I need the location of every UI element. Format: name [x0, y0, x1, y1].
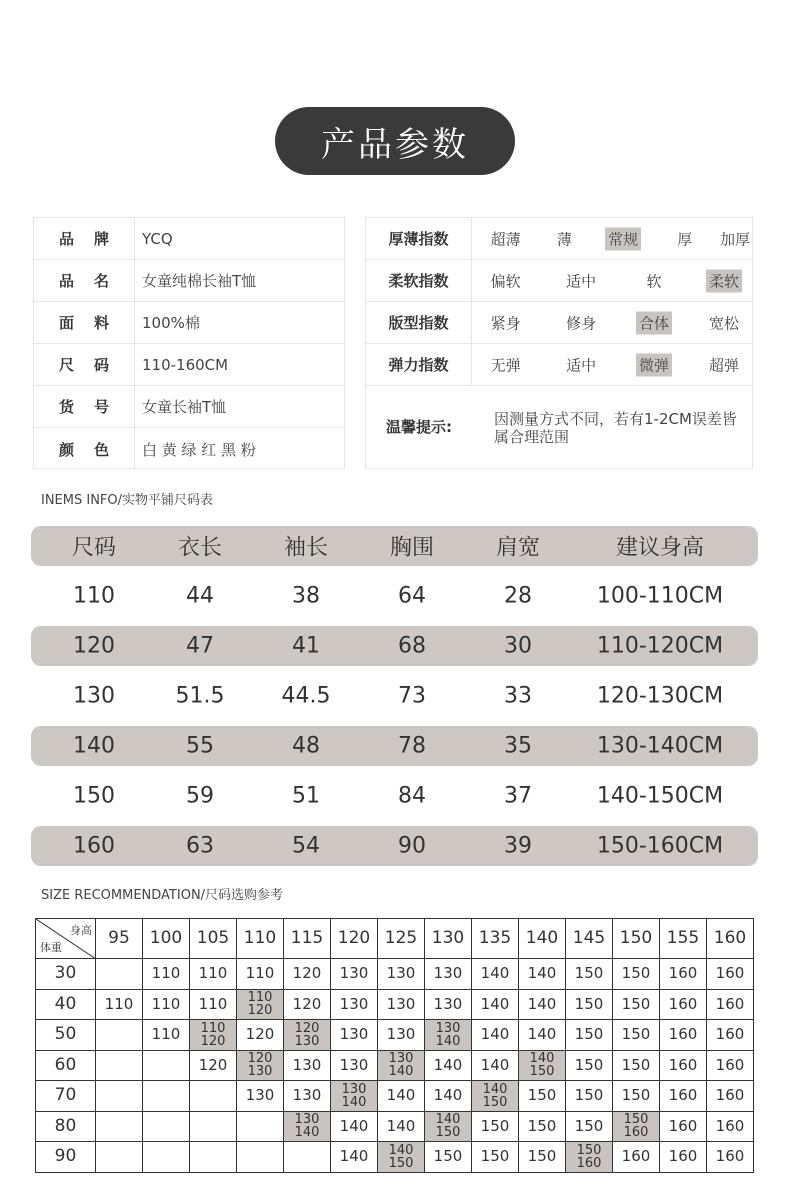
- size-range-value: 130: [294, 1033, 320, 1049]
- size-row: [31, 676, 758, 716]
- size-row: [31, 626, 758, 666]
- recommended-size-cell: 120: [284, 989, 331, 1020]
- recommendation-header-row: [36, 919, 754, 959]
- size-range-value: 120: [247, 1051, 273, 1067]
- size-row: [31, 726, 758, 766]
- index-options: [472, 260, 752, 301]
- recommendation-row: [36, 989, 754, 1020]
- size-cell: 41: [292, 633, 320, 659]
- corner-height-label: 身高: [70, 924, 92, 937]
- recommended-size-range-cell: [472, 1081, 519, 1112]
- index-row: [366, 302, 752, 344]
- recommended-size-cell: 140: [425, 1050, 472, 1081]
- size-cell: 150-160CM: [596, 833, 724, 859]
- recommended-size-cell: 130: [331, 959, 378, 990]
- size-cell: 55: [186, 733, 214, 759]
- recommended-size-cell: [237, 1142, 284, 1173]
- size-range-value: 130: [435, 1020, 461, 1036]
- height-header-cell: 135: [472, 919, 519, 959]
- weight-cell: 50: [36, 1020, 96, 1051]
- size-cell: 63: [186, 833, 214, 859]
- size-cell: 84: [398, 783, 426, 809]
- index-option: 超弹: [708, 356, 740, 374]
- recommended-size-range-cell: [425, 1020, 472, 1051]
- recommended-size-cell: [143, 1111, 190, 1142]
- recommended-size-range-cell: [331, 1081, 378, 1112]
- recommended-size-cell: [190, 1081, 237, 1112]
- weight-cell: 60: [36, 1050, 96, 1081]
- recommended-size-cell: [190, 1111, 237, 1142]
- tip-text: 因测量方式不同，若有1-2CM误差皆属合理范围: [494, 410, 737, 446]
- recommended-size-cell: 140: [331, 1111, 378, 1142]
- recommended-size-range-cell: [378, 1050, 425, 1081]
- size-cell: 建议身高: [615, 535, 705, 561]
- recommended-size-cell: 130: [378, 959, 425, 990]
- index-option: 加厚: [720, 230, 751, 248]
- recommended-size-cell: [237, 1111, 284, 1142]
- size-cell: 48: [292, 733, 320, 759]
- recommended-size-cell: [96, 1111, 143, 1142]
- recommendation-row: [36, 1081, 754, 1112]
- recommended-size-cell: 140: [425, 1081, 472, 1112]
- info-row-color: [34, 428, 344, 470]
- size-range-value: 130: [341, 1081, 367, 1097]
- recommended-size-cell: 160: [707, 1020, 754, 1051]
- info-row-fabric: [34, 302, 344, 344]
- size-cell: 73: [398, 683, 426, 709]
- index-option: 厚: [677, 230, 693, 248]
- recommended-size-range-cell: [237, 989, 284, 1020]
- tip-row: [366, 386, 752, 446]
- recommended-size-cell: 160: [707, 1081, 754, 1112]
- recommended-size-cell: 150: [425, 1142, 472, 1173]
- size-range-value: 130: [388, 1051, 414, 1067]
- recommended-size-cell: 150: [566, 1050, 613, 1081]
- height-header-cell: 145: [566, 919, 613, 959]
- index-option: 适中: [566, 356, 597, 374]
- size-cell: 130: [73, 683, 115, 709]
- size-cell: 38: [292, 583, 320, 609]
- recommendation-table: [35, 918, 754, 1173]
- index-options: [472, 218, 752, 259]
- recommended-size-cell: 150: [613, 989, 660, 1020]
- index-row: [366, 260, 752, 302]
- size-range-value: 140: [435, 1112, 461, 1128]
- height-header-cell: 95: [96, 919, 143, 959]
- recommended-size-cell: 160: [707, 989, 754, 1020]
- size-range-value: 140: [388, 1142, 414, 1158]
- recommended-size-cell: 130: [331, 989, 378, 1020]
- size-cell: 130-140CM: [596, 733, 724, 759]
- recommended-size-cell: [143, 1142, 190, 1173]
- recommended-size-cell: 120: [237, 1020, 284, 1051]
- recommended-size-cell: 160: [707, 1111, 754, 1142]
- size-range-value: 150: [529, 1064, 555, 1080]
- recommended-size-cell: [96, 1081, 143, 1112]
- size-cell: 30: [504, 633, 532, 659]
- size-range-value: 140: [435, 1033, 461, 1049]
- recommended-size-cell: 140: [472, 1020, 519, 1051]
- index-option: 紧身: [490, 314, 521, 332]
- size-range-value: 150: [576, 1142, 602, 1158]
- recommended-size-cell: 150: [472, 1142, 519, 1173]
- recommended-size-cell: 150: [566, 1111, 613, 1142]
- recommended-size-cell: 130: [331, 1050, 378, 1081]
- size-range-value: 130: [247, 1064, 273, 1080]
- recommended-size-range-cell: [284, 1020, 331, 1051]
- recommended-size-cell: 130: [378, 989, 425, 1020]
- tip-label: 温馨提示:: [386, 418, 452, 436]
- weight-cell: 30: [36, 959, 96, 990]
- info-label: 面料: [34, 302, 135, 343]
- recommended-size-cell: 150: [613, 1050, 660, 1081]
- recommended-size-cell: 160: [707, 1142, 754, 1173]
- info-row-size: [34, 344, 344, 386]
- index-option: 软: [646, 272, 662, 290]
- recommended-size-cell: 150: [472, 1111, 519, 1142]
- height-header-cell: 125: [378, 919, 425, 959]
- recommended-size-cell: 160: [660, 1081, 707, 1112]
- recommended-size-cell: 110: [96, 989, 143, 1020]
- height-header-cell: 140: [519, 919, 566, 959]
- recommended-size-cell: 150: [613, 959, 660, 990]
- recommended-size-cell: 160: [660, 989, 707, 1020]
- size-range-value: 130: [294, 1112, 320, 1128]
- size-range-value: 160: [623, 1125, 649, 1141]
- size-row: [31, 776, 758, 816]
- size-cell: 140-150CM: [596, 783, 724, 809]
- info-row-product-name: [34, 260, 344, 302]
- recommended-size-cell: 150: [566, 989, 613, 1020]
- index-row: [366, 218, 752, 260]
- recommended-size-cell: 140: [378, 1081, 425, 1112]
- size-cell: 肩宽: [495, 535, 541, 561]
- size-range-value: 140: [388, 1064, 414, 1080]
- recommended-size-cell: [96, 959, 143, 990]
- index-option: 薄: [556, 230, 572, 248]
- recommended-size-range-cell: [190, 1020, 237, 1051]
- weight-cell: 70: [36, 1081, 96, 1112]
- size-cell: 28: [504, 583, 532, 609]
- basic-info-table: [33, 217, 345, 469]
- recommended-size-cell: 140: [519, 959, 566, 990]
- recommended-size-range-cell: [378, 1142, 425, 1173]
- recommended-size-cell: [96, 1050, 143, 1081]
- recommended-size-cell: 110: [143, 989, 190, 1020]
- height-header-cell: 115: [284, 919, 331, 959]
- size-range-value: 150: [435, 1125, 461, 1141]
- size-cell: 120: [73, 633, 115, 659]
- height-header-cell: 150: [613, 919, 660, 959]
- size-table-title: INEMS INFO/实物平铺尺码表: [41, 493, 214, 508]
- recommended-size-range-cell: [613, 1111, 660, 1142]
- recommendation-row: [36, 1050, 754, 1081]
- recommended-size-cell: 130: [425, 989, 472, 1020]
- size-cell: 47: [186, 633, 214, 659]
- index-option: 适中: [566, 272, 597, 290]
- recommended-size-cell: 140: [331, 1142, 378, 1173]
- recommended-size-cell: 140: [519, 1020, 566, 1051]
- size-range-value: 150: [388, 1155, 414, 1171]
- index-label: 弹力指数: [366, 344, 472, 385]
- size-cell: 150: [73, 783, 115, 809]
- info-label: 品牌: [34, 218, 135, 259]
- recommended-size-cell: 160: [707, 1050, 754, 1081]
- recommendation-row: [36, 1020, 754, 1051]
- recommended-size-cell: [143, 1050, 190, 1081]
- index-option: 修身: [566, 314, 597, 332]
- info-label: 颜色: [34, 428, 135, 470]
- recommended-size-cell: [96, 1020, 143, 1051]
- size-cell: 衣长: [177, 535, 223, 561]
- size-cell: 44: [186, 583, 214, 609]
- recommended-size-cell: 130: [331, 1020, 378, 1051]
- size-range-value: 110: [200, 1020, 226, 1036]
- size-cell: 140: [73, 733, 115, 759]
- recommended-size-cell: 110: [237, 959, 284, 990]
- info-row-brand: [34, 218, 344, 260]
- recommended-size-cell: 160: [660, 959, 707, 990]
- recommended-size-cell: 150: [613, 1020, 660, 1051]
- size-range-value: 140: [529, 1051, 555, 1067]
- index-label: 厚薄指数: [366, 218, 472, 259]
- size-cell: 68: [398, 633, 426, 659]
- weight-cell: 90: [36, 1142, 96, 1173]
- size-cell: 90: [398, 833, 426, 859]
- recommended-size-cell: [96, 1142, 143, 1173]
- recommended-size-range-cell: [519, 1050, 566, 1081]
- size-cell: 64: [398, 583, 426, 609]
- recommended-size-cell: [190, 1142, 237, 1173]
- recommended-size-cell: 130: [284, 1081, 331, 1112]
- page-title: 产品参数: [275, 107, 515, 175]
- index-option: 偏软: [490, 272, 521, 290]
- recommended-size-cell: 160: [660, 1020, 707, 1051]
- size-row: [31, 576, 758, 616]
- size-cell: 110: [73, 583, 115, 609]
- index-option-selected: 常规: [605, 227, 641, 250]
- size-range-value: 110: [247, 990, 273, 1006]
- recommended-size-range-cell: [284, 1111, 331, 1142]
- size-header-row: [31, 526, 758, 566]
- recommended-size-cell: 120: [284, 959, 331, 990]
- recommended-size-range-cell: [566, 1142, 613, 1173]
- size-cell: 51: [292, 783, 320, 809]
- height-header-cell: 160: [707, 919, 754, 959]
- size-range-value: 140: [482, 1081, 508, 1097]
- size-cell: 59: [186, 783, 214, 809]
- info-value: YCQ: [142, 229, 173, 248]
- recommended-size-cell: 110: [143, 1020, 190, 1051]
- recommended-size-cell: 130: [237, 1081, 284, 1112]
- recommended-size-cell: 140: [472, 989, 519, 1020]
- info-value: 白 黄 绿 红 黑 粉: [142, 440, 256, 459]
- index-table: [365, 217, 753, 469]
- recommended-size-cell: 160: [613, 1142, 660, 1173]
- info-row-item-number: [34, 386, 344, 428]
- recommended-size-range-cell: [237, 1050, 284, 1081]
- height-header-cell: 105: [190, 919, 237, 959]
- recommendation-row: [36, 1142, 754, 1173]
- weight-cell: 40: [36, 989, 96, 1020]
- recommended-size-cell: 140: [472, 959, 519, 990]
- size-cell: 51.5: [175, 683, 225, 709]
- size-cell: 110-120CM: [596, 633, 724, 659]
- index-option-selected: 柔软: [706, 269, 742, 292]
- info-value: 女童长袖T恤: [142, 398, 227, 416]
- height-header-cell: 130: [425, 919, 472, 959]
- recommended-size-cell: 140: [378, 1111, 425, 1142]
- weight-cell: 80: [36, 1111, 96, 1142]
- size-cell: 160: [73, 833, 115, 859]
- recommended-size-cell: 140: [519, 989, 566, 1020]
- size-range-value: 140: [341, 1094, 367, 1110]
- index-option: 超薄: [490, 230, 521, 248]
- size-range-value: 160: [576, 1155, 602, 1171]
- info-value: 100%棉: [142, 314, 200, 332]
- size-cell: 78: [398, 733, 426, 759]
- size-cell: 胸围: [389, 535, 435, 561]
- size-cell: 35: [504, 733, 532, 759]
- recommended-size-cell: 130: [378, 1020, 425, 1051]
- recommended-size-cell: 160: [660, 1142, 707, 1173]
- recommended-size-cell: 150: [566, 959, 613, 990]
- recommended-size-cell: 150: [519, 1111, 566, 1142]
- size-cell: 33: [504, 683, 532, 709]
- size-cell: 54: [292, 833, 320, 859]
- size-cell: 尺码: [71, 535, 117, 561]
- size-cell: 袖长: [283, 535, 329, 561]
- index-option-selected: 合体: [636, 311, 672, 334]
- recommended-size-cell: 150: [613, 1081, 660, 1112]
- index-options: [472, 302, 752, 343]
- recommended-size-cell: 160: [660, 1050, 707, 1081]
- index-options: [472, 344, 752, 385]
- height-header-cell: 100: [143, 919, 190, 959]
- recommended-size-cell: 110: [190, 989, 237, 1020]
- recommended-size-cell: 160: [707, 959, 754, 990]
- recommended-size-cell: 140: [472, 1050, 519, 1081]
- info-label: 货号: [34, 386, 135, 427]
- height-header-cell: 155: [660, 919, 707, 959]
- size-range-value: 120: [247, 1003, 273, 1019]
- recommended-size-range-cell: [425, 1111, 472, 1142]
- size-cell: 44.5: [281, 683, 331, 709]
- recommendation-row: [36, 959, 754, 990]
- recommended-size-cell: [284, 1142, 331, 1173]
- recommended-size-cell: 130: [425, 959, 472, 990]
- recommended-size-cell: 150: [519, 1081, 566, 1112]
- recommended-size-cell: 110: [190, 959, 237, 990]
- size-range-value: 140: [294, 1125, 320, 1141]
- recommended-size-cell: 130: [284, 1050, 331, 1081]
- info-label: 品名: [34, 260, 135, 301]
- size-range-value: 120: [294, 1020, 320, 1036]
- index-row: [366, 344, 752, 386]
- height-header-cell: 110: [237, 919, 284, 959]
- info-label: 尺码: [34, 344, 135, 385]
- corner-cell: [36, 919, 96, 959]
- recommended-size-cell: 150: [519, 1142, 566, 1173]
- index-label: 版型指数: [366, 302, 472, 343]
- info-value: 110-160CM: [142, 355, 229, 374]
- index-option: 宽松: [708, 314, 740, 332]
- index-option: 无弹: [490, 356, 521, 374]
- size-row: [31, 826, 758, 866]
- size-cell: 120-130CM: [596, 683, 724, 709]
- info-value: 女童纯棉长袖T恤: [142, 272, 257, 290]
- size-cell: 37: [504, 783, 532, 809]
- index-label: 柔软指数: [366, 260, 472, 301]
- recommended-size-cell: 110: [143, 959, 190, 990]
- size-range-value: 120: [200, 1033, 226, 1049]
- recommended-size-cell: [143, 1081, 190, 1112]
- size-range-value: 150: [623, 1112, 649, 1128]
- size-range-value: 150: [482, 1094, 508, 1110]
- recommended-size-cell: 160: [660, 1111, 707, 1142]
- height-header-cell: 120: [331, 919, 378, 959]
- recommended-size-cell: 150: [566, 1081, 613, 1112]
- recommendation-row: [36, 1111, 754, 1142]
- corner-weight-label: 体重: [40, 941, 62, 954]
- recommended-size-cell: 120: [190, 1050, 237, 1081]
- recommended-size-cell: 150: [566, 1020, 613, 1051]
- size-cell: 39: [504, 833, 532, 859]
- recommendation-title: SIZE RECOMMENDATION/尺码选购参考: [41, 888, 284, 903]
- size-cell: 100-110CM: [596, 583, 724, 609]
- index-option-selected: 微弹: [636, 353, 672, 376]
